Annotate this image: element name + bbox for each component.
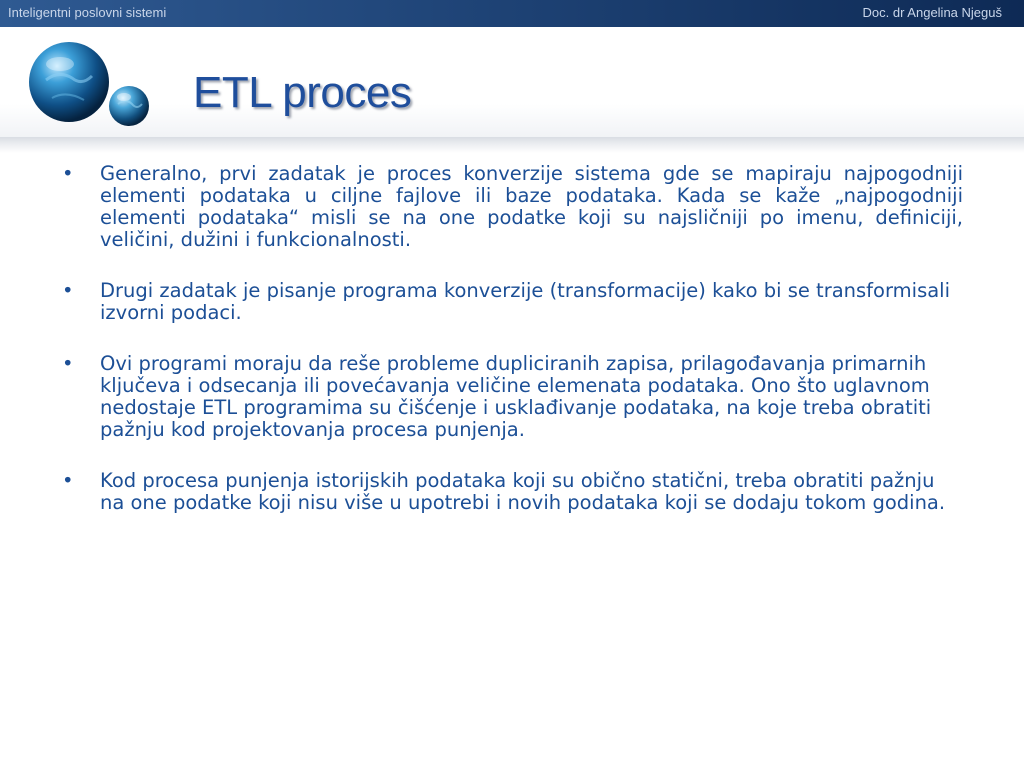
bullet-text: Ovi programi moraju da reše probleme dupliciranih zapisa, prilagođavanja primarnih ključeva i odsecanja ili povećavanja veličine elemenata podataka. Ono što uglavnom nedostaje ETL programima su čišćenje i usklađivanje podataka, na koje treba obratiti pažnju kod projektovanja procesa punjenja.: [100, 352, 932, 441]
bullet-item-2: [60, 280, 963, 324]
slide-title: ETL proces: [193, 68, 412, 117]
bullet-text: Drugi zadatak je pisanje programa konverzije (transformacije) kako bi se transformisali izvorni podaci.: [100, 279, 951, 324]
bullet-list: [60, 163, 963, 514]
slide-body: [60, 163, 963, 543]
bullet-item-1: [60, 163, 963, 251]
author-name: Doc. dr Angelina Njeguš: [862, 5, 1002, 20]
header-shadow: [0, 137, 1024, 153]
bullet-marker: •: [62, 279, 74, 302]
bullet-text: Generalno, prvi zadatak je proces konverzije sistema gde se mapiraju najpogodniji elementi podataka u ciljne fajlove ili baze podataka. Kada se kaže „najpogodniji elementi podataka“ misli se na one podatke koji su najsličniji po imenu, definiciji, veličini, dužini i funkcionalnosti.: [100, 162, 963, 251]
course-name: Inteligentni poslovni sistemi: [8, 5, 167, 20]
globe-logo-icon: [24, 40, 154, 130]
bullet-text: Kod procesa punjenja istorijskih podataka koji su obično statični, treba obratiti pažnju na one podatke koji nisu više u upotrebi i novih podataka koji se dodaju tokom godina.: [100, 469, 946, 514]
bullet-marker: •: [62, 352, 74, 375]
bullet-marker: •: [62, 162, 74, 185]
bullet-item-4: [60, 470, 963, 514]
bullet-marker: •: [62, 469, 74, 492]
bullet-item-3: [60, 353, 963, 441]
top-bar: [0, 0, 1024, 27]
